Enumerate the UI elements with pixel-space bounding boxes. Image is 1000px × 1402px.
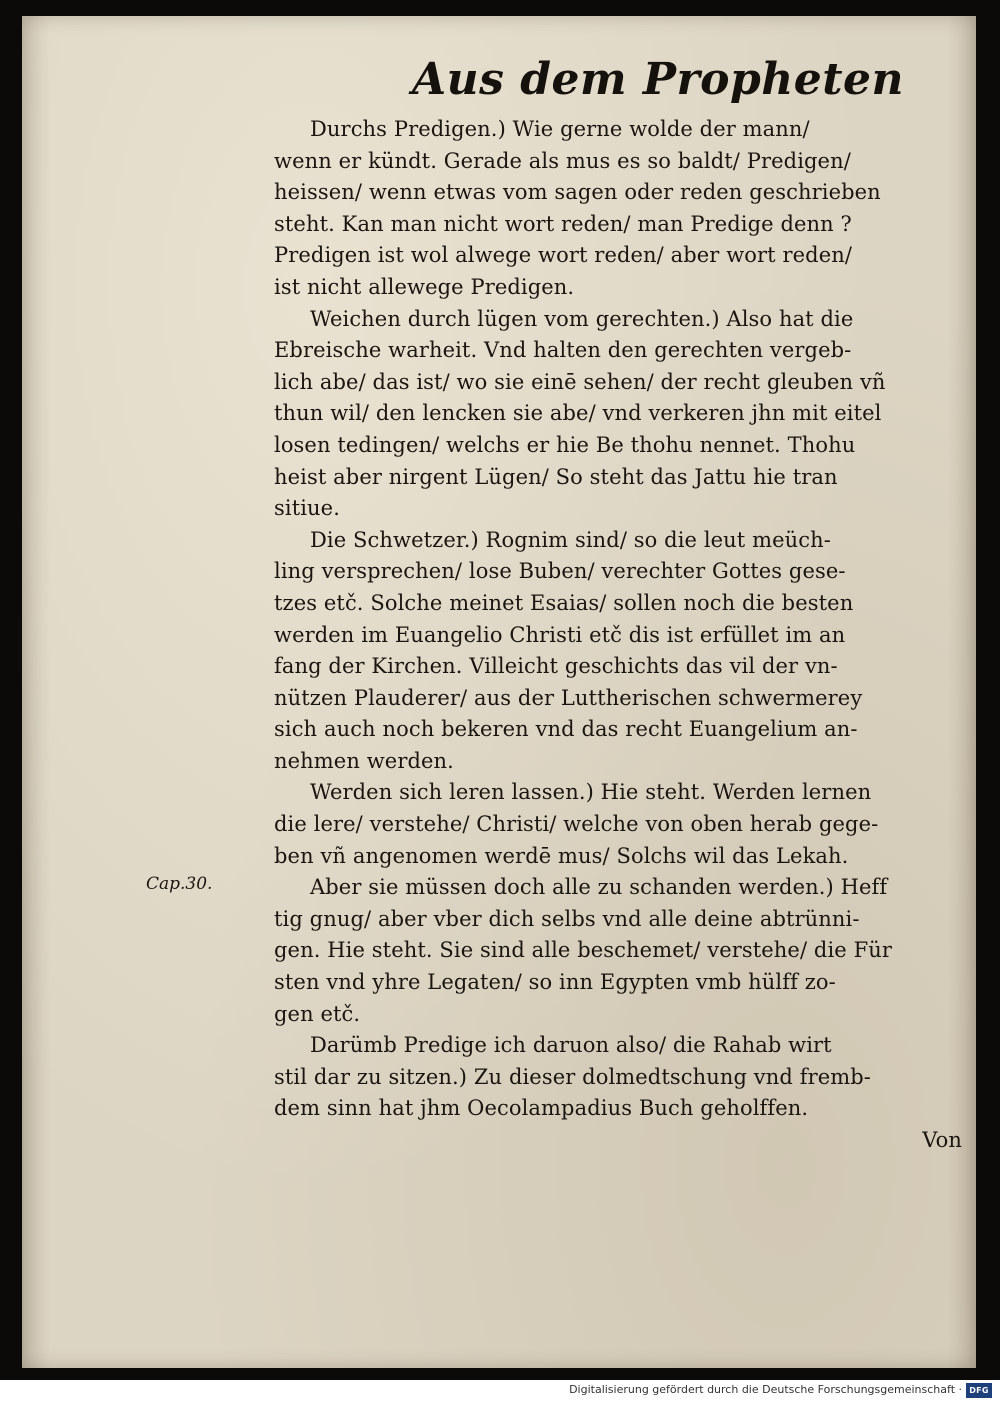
text-line: Die Schwetzer.) Rognim sind/ so die leut meüch- xyxy=(310,527,831,552)
text-line: tig gnug/ aber vber dich selbs vnd alle deine abtrünni- xyxy=(274,906,860,931)
text-line: steht. Kan man nicht wort reden/ man Predige denn ? xyxy=(274,211,852,236)
marginal-note: Cap.30. xyxy=(146,874,213,894)
text-line: dem sinn hat jhm Oecolampadius Buch geholffen. xyxy=(274,1096,809,1121)
text-line: losen tedingen/ welchs er hie Be thohu nennet. Thohu xyxy=(274,432,856,457)
body-text xyxy=(274,114,974,1157)
text-line: gen etč. xyxy=(274,1001,361,1026)
text-line: ist nicht allewege Predigen. xyxy=(274,274,575,299)
text-line: nützen Plauderer/ aus der Luttherischen schwermerey xyxy=(274,685,863,710)
text-line: Darümb Predige ich daruon also/ die Rahab wirt xyxy=(310,1033,832,1058)
footer-bar xyxy=(0,1380,1000,1402)
text-line: stil dar zu sitzen.) Zu dieser dolmedtschung vnd fremb- xyxy=(274,1064,872,1089)
text-line: Predigen ist wol alwege wort reden/ aber wort reden/ xyxy=(274,243,853,268)
text-line: Durchs Predigen.) Wie gerne wolde der mann/ xyxy=(310,117,810,141)
book-page xyxy=(22,16,976,1368)
text-line: heist aber nirgent Lügen/ So steht das Jattu hie tran xyxy=(274,464,838,489)
text-line: werden im Euangelio Christi etč dis ist erfüllet im an xyxy=(274,622,846,647)
running-head: Aus dem Propheten xyxy=(412,54,905,105)
text-line: nehmen werden. xyxy=(274,748,454,773)
text-line: wenn er kündt. Gerade als mus es so baldt/ Predigen/ xyxy=(274,148,851,173)
text-line: Weichen durch lügen vom gerechten.) Also hat die xyxy=(310,306,854,331)
text-line: Ebreische warheit. Vnd halten den gerechten vergeb- xyxy=(274,338,852,363)
text-line: sitiue. xyxy=(274,496,340,521)
text-line: ling versprechen/ lose Buben/ verechter Gottes gese- xyxy=(274,559,846,584)
text-line: thun wil/ den lencken sie abe/ vnd verkeren jhn mit eitel xyxy=(274,401,882,426)
text-line: sten vnd yhre Legaten/ so inn Egypten vmb hülff zo- xyxy=(274,970,836,995)
text-line: ben vñ angenomen werdē mus/ Solchs wil das Lekah. xyxy=(274,843,849,868)
text-line: gen. Hie steht. Sie sind alle beschemet/ verstehe/ die Für xyxy=(274,938,892,963)
text-line: Werden sich leren lassen.) Hie steht. Werden lernen xyxy=(310,780,872,805)
text-line: fang der Kirchen. Villeicht geschichts das vil der vn- xyxy=(274,654,838,679)
text-line: Von xyxy=(922,1128,962,1152)
text-line: tzes etč. Solche meinet Esaias/ sollen noch die besten xyxy=(274,590,854,615)
text-line: lich abe/ das ist/ wo sie einē sehen/ der recht gleuben vñ xyxy=(274,369,886,394)
text-line: sich auch noch bekeren vnd das recht Euangelium an- xyxy=(274,717,858,742)
footer-credit: Digitalisierung gefördert durch die Deutsche Forschungsgemeinschaft · xyxy=(569,1383,962,1396)
text-line: die lere/ verstehe/ Christi/ welche von oben herab gege- xyxy=(274,812,879,837)
dfg-logo-icon: DFG xyxy=(966,1383,992,1398)
text-line: Aber sie müssen doch alle zu schanden werden.) Heff xyxy=(310,875,888,900)
text-line: heissen/ wenn etwas vom sagen oder reden geschrieben xyxy=(274,180,881,205)
